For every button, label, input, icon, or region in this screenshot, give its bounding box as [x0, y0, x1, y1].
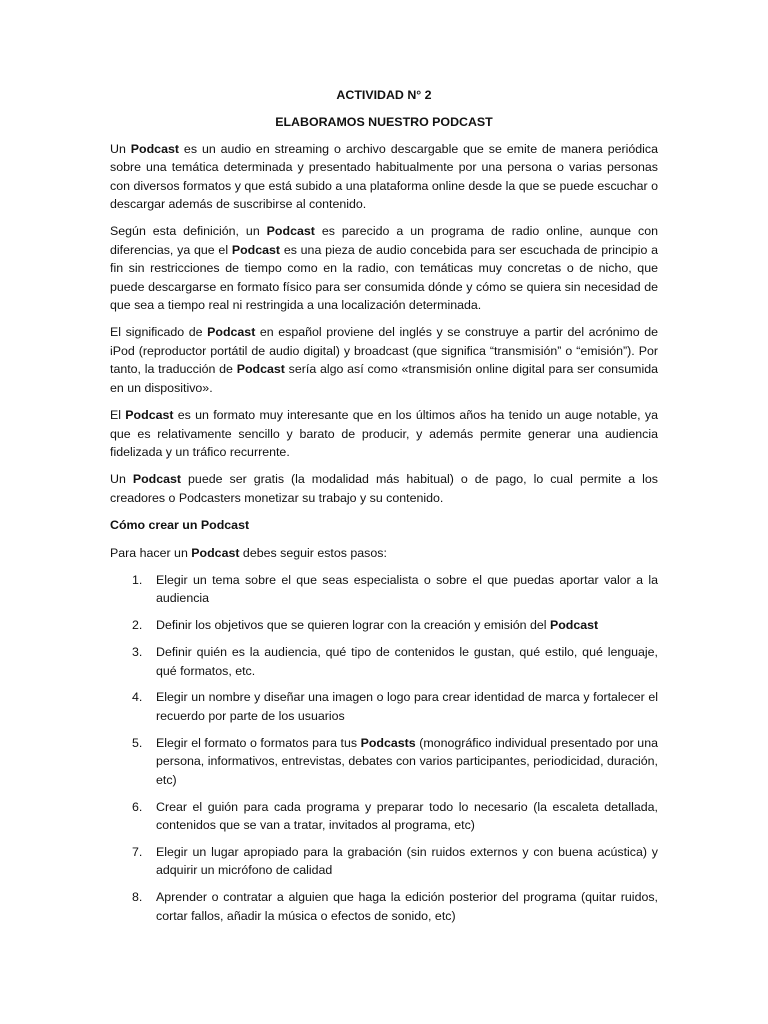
text-run: es parecido a un programa de radio online, aunque con diferencias, ya que el — [110, 224, 658, 257]
bold-term: Podcasts — [360, 735, 416, 750]
bold-term: Podcast — [266, 224, 315, 239]
bold-term: Podcast — [130, 141, 179, 156]
step-number: 8. — [132, 890, 143, 905]
step-item — [110, 734, 658, 789]
bold-term: Podcast — [236, 362, 285, 377]
bold-term: Podcast — [231, 242, 281, 257]
text-run: Elegir un lugar apropiado para la grabación (sin ruidos externos y con buena acústica) y adquirir un micrófono de calidad — [156, 844, 658, 878]
step-item — [110, 571, 658, 608]
step-text — [156, 690, 658, 722]
step-text — [156, 800, 658, 832]
step-item — [110, 643, 658, 680]
document-subtitle: ELABORAMOS NUESTRO PODCAST — [275, 115, 493, 130]
steps-intro — [110, 544, 658, 562]
text-run: debes seguir estos pasos: — [239, 545, 387, 560]
paragraph — [110, 140, 658, 214]
text-run: Definir quién es la audiencia, qué tipo de contenidos le gustan, qué estilo, qué lenguaje, qué formatos, etc. — [156, 645, 658, 678]
paragraph — [110, 406, 658, 461]
text-run: El — [110, 408, 126, 423]
text-run: es una pieza de audio concebida para ser escuchada de principio a fin sin restricciones de tiempo como en la radio, con temáticas muy concretas o de nicho, que puede descargarse en formato físico para ser consumida dónde y cómo se quiera sin necesidad de que sea a tiempo real ni restringida a una localización determinada. — [110, 242, 658, 313]
step-text — [156, 645, 658, 677]
step-number: 2. — [132, 618, 143, 633]
text-run: Crear el guión para cada programa y preparar todo lo necesario (la escaleta detallada, contenidos que se van a tratar, invitados al programa, etc) — [156, 799, 658, 832]
steps-list — [110, 571, 658, 925]
step-item — [110, 888, 658, 925]
step-number: 6. — [132, 799, 143, 814]
step-number: 1. — [132, 572, 143, 587]
step-number: 4. — [132, 690, 143, 705]
step-item — [110, 798, 658, 835]
document-title: ACTIVIDAD N° 2 — [336, 88, 432, 102]
bold-term: Podcast — [125, 408, 174, 423]
text-run: Un — [110, 472, 133, 487]
text-run: Según esta definición, un — [110, 224, 267, 239]
step-item — [110, 616, 658, 634]
step-text — [156, 618, 598, 632]
paragraph — [110, 323, 658, 397]
text-run: Elegir un tema sobre el que seas especialista o sobre el que puedas aportar valor a la audiencia — [156, 572, 658, 606]
step-text — [156, 573, 658, 605]
section-heading: Cómo crear un Podcast — [110, 518, 250, 533]
bold-term: Podcast — [549, 618, 599, 633]
text-run: Aprender o contratar a alguien que haga la edición posterior del programa (quitar ruidos, cortar fallos, añadir la música o efectos de sonido, etc) — [156, 890, 658, 923]
bold-term: Podcast — [132, 472, 182, 487]
step-number: 5. — [132, 735, 143, 750]
text-run: Elegir el formato o formatos para tus — [156, 735, 361, 750]
document-page — [110, 86, 658, 933]
step-number: 3. — [132, 645, 143, 660]
paragraph — [110, 470, 658, 507]
text-run: Elegir un nombre y diseñar una imagen o logo para crear identidad de marca y fortalecer el recuerdo por parte de los usuarios — [156, 690, 658, 723]
step-text — [156, 845, 658, 877]
step-number: 7. — [132, 844, 143, 859]
text-run: El significado de — [110, 325, 208, 340]
text-run: en español proviene del inglés y se construye a partir del acrónimo de iPod (reproductor portátil de audio digital) y broadcast (que significa “transmisión” o “emisión”). Por tanto, la traducción de — [110, 325, 658, 377]
text-run: Definir los objetivos que se quieren lograr con la creación y emisión del — [156, 618, 550, 633]
text-run: Para hacer un — [110, 545, 192, 560]
text-run: (monográfico individual presentado por una persona, informativos, entrevistas, debates con varios participantes, periodicidad, duración, etc) — [156, 735, 658, 787]
bold-term: Podcast — [191, 545, 240, 560]
text-run: Un — [110, 141, 131, 156]
text-run: puede ser gratis (la modalidad más habitual) o de pago, lo cual permite a los creadores o Podcasters monetizar su trabajo y su contenido. — [110, 472, 658, 505]
step-item — [110, 688, 658, 725]
paragraph — [110, 222, 658, 314]
text-run: sería algo así como «transmisión online digital para ser consumida en un dispositivo». — [110, 362, 659, 395]
text-run: es un audio en streaming o archivo descargable que se emite de manera periódica sobre una temática determinada y presentado habitualmente por una persona o varias personas con diversos formatos y que está subido a una plataforma online desde la que se puede escuchar o descargar además de suscribirse al contenido. — [110, 141, 658, 212]
bold-term: Podcast — [207, 325, 256, 340]
step-item — [110, 843, 658, 880]
step-text — [156, 736, 658, 787]
body-paragraphs — [110, 140, 658, 507]
step-text — [156, 890, 658, 922]
text-run: es un formato muy interesante que en los últimos años ha tenido un auge notable, ya que es relativamente sencillo y barato de producir, y además permite generar una audiencia fidelizada y un tráfico recurrente. — [110, 408, 658, 459]
